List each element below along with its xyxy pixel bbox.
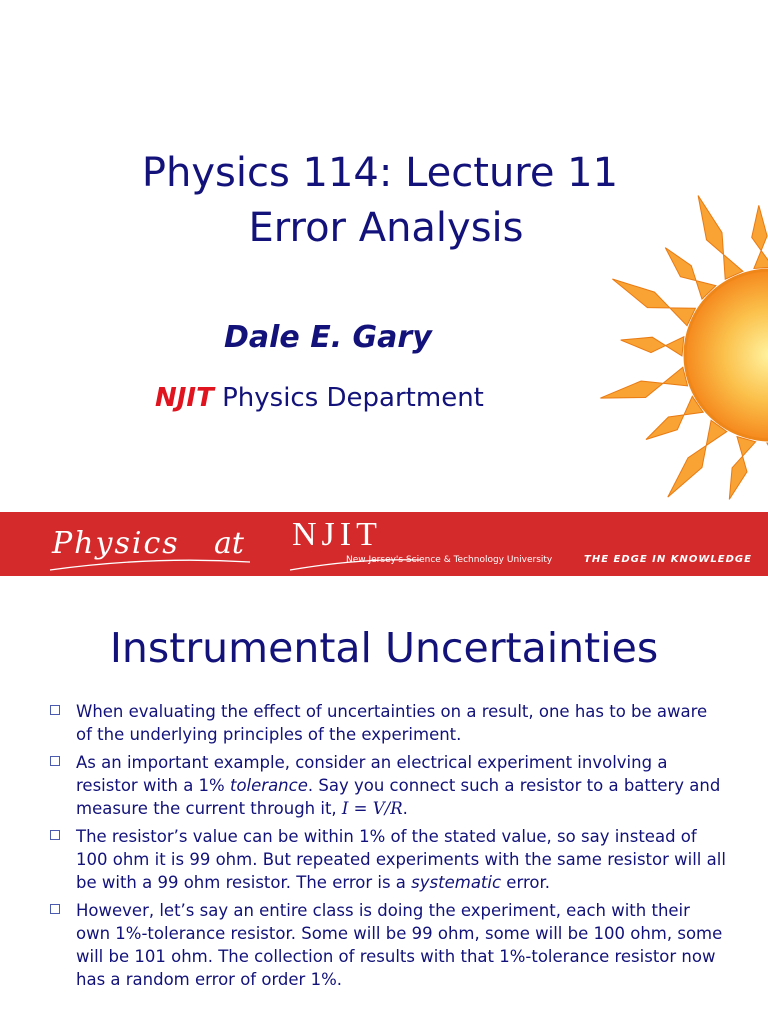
sun-ray [752,205,768,268]
bullet-list [46,700,726,996]
sun-icon [540,180,768,510]
bullet-marker-icon [50,904,60,914]
njit-logo: NJIT [292,516,382,553]
sun-ray [621,337,684,356]
sun-ray [698,196,743,280]
physics-at-njit-banner [0,512,768,576]
banner-at-text: at [214,526,244,561]
bullet-text: When evaluating the effect of uncertainties on a result, one has to be aware of the underlying principles of the experiment. [76,702,708,744]
bullet-marker-icon [50,756,60,766]
bullet-emphasis: systematic [411,873,502,892]
banner-tagline: THE EDGE IN KNOWLEDGE [584,554,752,565]
njit-subtitle: New Jersey's Science & Technology University [346,555,553,565]
bullet-text: . [402,799,408,818]
bullet-emphasis: tolerance [229,776,308,795]
author-name: Dale E. Gary [224,320,432,355]
bullet-text: . Say you connect such a resistor to a battery and measure the current through it, [76,776,721,818]
bullet-text: However, let’s say an entire class is doing the experiment, each with their own 1%-tolerance resistor. Some will be 99 ohm, some will be 100 ohm, some will be 101 ohm. The collection of results with that 1%-tolerance resistor now has a random error of order 1%. [76,901,723,989]
sun-ray [668,420,727,497]
njit-label: NJIT [155,383,214,413]
department-label: Physics Department [213,383,484,413]
bullet-formula: I = V/R [341,799,403,818]
sun-ray [665,248,716,300]
content-slide-title: Instrumental Uncertainties [109,624,659,672]
department [155,383,484,413]
sun-ray [600,367,687,398]
bullet-text: The resistor’s value can be within 1% of the stated value, so say instead of 100 ohm it is 99 ohm. But repeated experiments with the same resistor will all be with a 99 ohm resistor. The error is a [76,827,726,892]
banner-physics-text: Physics [52,526,180,561]
content-slide [0,576,768,1024]
bullet-item [46,825,726,894]
slide-title-line2: Error Analysis [248,205,524,251]
bullet-item [46,899,726,991]
sun-ray [729,437,755,500]
sun-ray [612,279,695,326]
slide-title-line1: Physics 114: Lecture 11 [141,150,619,196]
bullet-text: error. [501,873,550,892]
sun-ray [646,396,703,439]
bullet-text: As an important example, consider an electrical experiment involving a resistor with a 1% [76,753,668,795]
bullet-marker-icon [50,705,60,715]
bullet-item [46,700,726,746]
bullet-item [46,751,726,820]
bullet-marker-icon [50,830,60,840]
